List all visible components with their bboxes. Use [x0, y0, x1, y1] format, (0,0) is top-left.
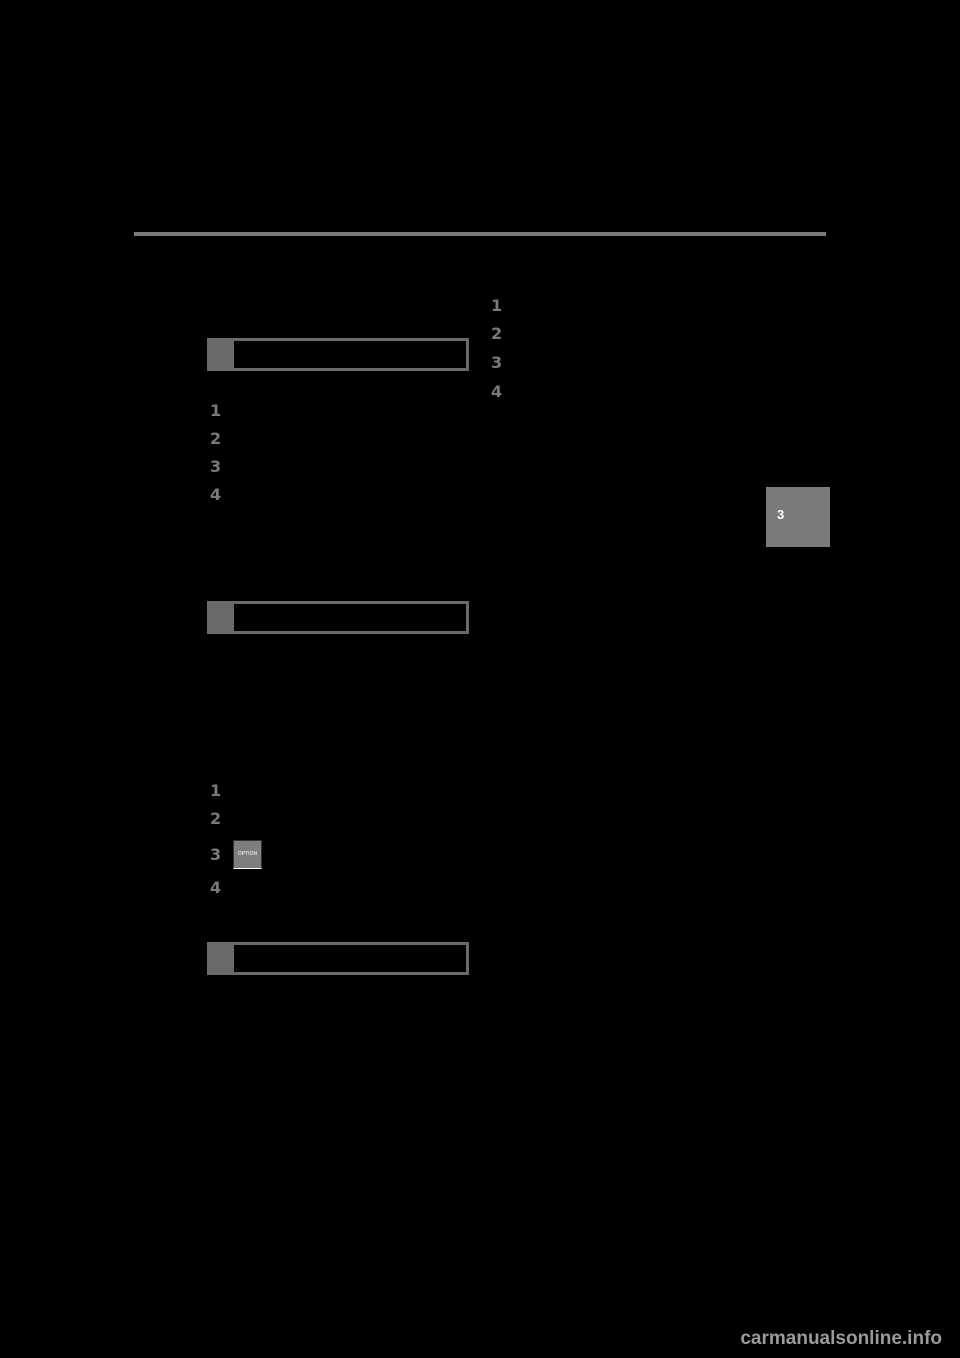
step-number: 3 [210, 845, 222, 864]
step-number: 1 [210, 781, 222, 800]
step-number: 3 [210, 457, 222, 476]
step-number: 1 [491, 296, 503, 315]
step-number: 4 [210, 485, 222, 504]
chapter-tab[interactable] [766, 487, 830, 547]
section-marker [210, 945, 234, 972]
header-rule [134, 232, 826, 236]
section-header-3 [207, 942, 469, 975]
section-marker [210, 604, 234, 631]
step-number: 2 [210, 809, 222, 828]
step-number: 4 [491, 382, 503, 401]
step-number: 2 [491, 324, 503, 343]
section-header-1 [207, 338, 469, 371]
option-button-icon [233, 840, 262, 869]
step-number: 4 [210, 878, 222, 897]
step-number: 2 [210, 429, 222, 448]
section-header-2 [207, 601, 469, 634]
chapter-tab-number: 3 [777, 507, 785, 522]
step-number: 3 [491, 353, 503, 372]
section-marker [210, 341, 234, 368]
step-number: 1 [210, 401, 222, 420]
watermark[interactable]: carmanualsonline.info [740, 1328, 942, 1349]
option-button-label: OPTION [237, 851, 258, 857]
